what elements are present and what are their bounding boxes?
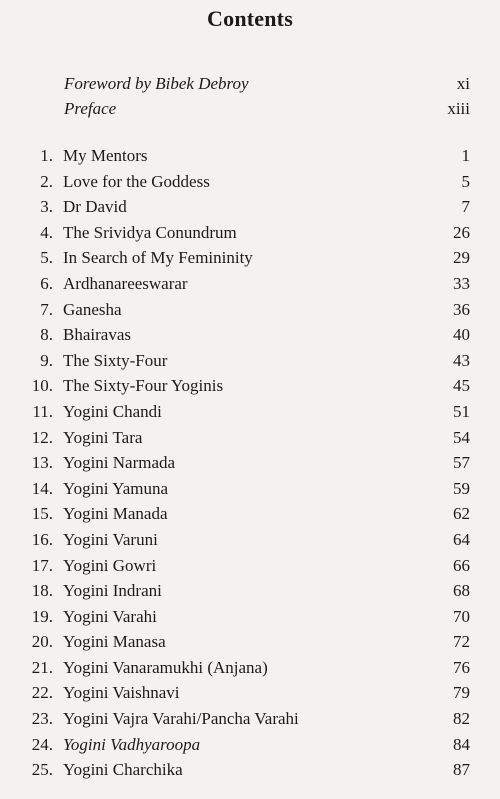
toc-entry-number: 24. xyxy=(31,734,53,754)
toc-entry-number: 8. xyxy=(40,325,53,345)
toc-entry-page: 64 xyxy=(453,529,470,549)
toc-entry-number: 22. xyxy=(31,683,53,703)
toc-entry-title: Yogini Vaishnavi xyxy=(63,683,180,703)
front-matter-page: xiii xyxy=(447,99,470,118)
toc-entry-title: Yogini Tara xyxy=(63,427,143,447)
toc-entry-page: 45 xyxy=(453,376,470,396)
front-matter-label: Foreword by Bibek Debroy xyxy=(64,74,249,93)
toc-entry-number: 25. xyxy=(31,760,53,780)
toc-entry-title: In Search of My Femininity xyxy=(63,248,253,268)
toc-entry-title: Yogini Gowri xyxy=(63,555,157,575)
toc-entry-title: Dr David xyxy=(63,197,127,217)
toc-entry-number: 14. xyxy=(31,478,53,498)
toc-entry-page: 59 xyxy=(453,478,470,498)
toc-entry-title: Yogini Vadhyaroopa xyxy=(63,734,201,754)
toc-entry-title: Love for the Goddess xyxy=(63,171,210,191)
toc-entry-title: Yogini Indrani xyxy=(63,581,162,601)
toc-entry-page: 57 xyxy=(453,453,470,473)
toc-entry-title: The Sixty-Four Yoginis xyxy=(63,376,224,396)
toc-entry-number: 11. xyxy=(32,401,53,421)
toc-entry xyxy=(0,428,500,454)
toc-entry xyxy=(0,530,500,556)
toc-entry-title: Yogini Chandi xyxy=(63,401,162,421)
toc-entry-title: The Srividya Conundrum xyxy=(63,222,237,242)
toc-entry xyxy=(0,351,500,377)
toc-entry xyxy=(0,735,500,761)
toc-entry xyxy=(0,402,500,428)
toc-entry-number: 21. xyxy=(31,657,53,677)
toc-entry-number: 17. xyxy=(31,555,53,575)
toc-entry-page: 68 xyxy=(453,581,470,601)
toc-entry-number: 2. xyxy=(40,171,53,191)
toc-entry-number: 1. xyxy=(40,146,53,165)
toc-entry-title: Yogini Manasa xyxy=(63,632,166,652)
toc-entry xyxy=(0,760,500,786)
toc-entry-page: 33 xyxy=(453,273,470,293)
toc-entry-page: 54 xyxy=(453,427,470,447)
toc-entry-number: 18. xyxy=(31,581,53,601)
front-matter-page: xi xyxy=(456,74,470,93)
toc-entry-title: Bhairavas xyxy=(63,325,131,345)
toc-entry-page: 5 xyxy=(461,171,470,191)
toc-entry-page: 87 xyxy=(453,760,470,780)
toc-entry-page: 72 xyxy=(453,632,470,652)
toc-entry-page: 29 xyxy=(453,248,470,268)
toc-entry-title: Yogini Narmada xyxy=(63,453,176,473)
toc-entry-title: My Mentors xyxy=(63,146,148,165)
front-matter-preface xyxy=(0,99,500,123)
toc-entry-title: Yogini Charchika xyxy=(63,760,183,780)
toc-entry-number: 13. xyxy=(31,453,53,473)
toc-entry-title: Yogini Manada xyxy=(63,504,168,524)
toc-entry-title: The Sixty-Four xyxy=(63,350,168,370)
toc-entry-page: 1 xyxy=(461,146,470,165)
toc-entry xyxy=(0,376,500,402)
toc-entry xyxy=(0,197,500,223)
toc-entry-page: 66 xyxy=(453,555,470,575)
toc-entry-number: 9. xyxy=(40,350,53,370)
toc-entry xyxy=(0,581,500,607)
toc-entry xyxy=(0,556,500,582)
toc-entry xyxy=(0,248,500,274)
toc-entry xyxy=(0,300,500,326)
toc-entry-number: 19. xyxy=(31,606,53,626)
toc-entry-page: 82 xyxy=(453,709,470,729)
toc-entry-page: 7 xyxy=(461,197,470,217)
toc-entry-title: Yogini Varahi xyxy=(63,606,157,626)
toc-entry-number: 6. xyxy=(40,273,53,293)
toc-entry-title: Ardhanareeswarar xyxy=(63,273,188,293)
toc-entry xyxy=(0,274,500,300)
table-of-contents-list xyxy=(0,146,500,786)
toc-entry xyxy=(0,632,500,658)
front-matter-foreword xyxy=(0,74,500,98)
toc-entry-number: 7. xyxy=(40,299,53,319)
toc-entry-page: 51 xyxy=(453,401,470,421)
toc-entry xyxy=(0,504,500,530)
front-matter-label: Preface xyxy=(64,99,117,118)
toc-entry xyxy=(0,172,500,198)
toc-entry-number: 3. xyxy=(40,197,53,217)
toc-entry-number: 23. xyxy=(31,709,53,729)
toc-entry-number: 15. xyxy=(31,504,53,524)
toc-entry-page: 26 xyxy=(453,222,470,242)
toc-entry xyxy=(0,658,500,684)
toc-entry-page: 43 xyxy=(453,350,470,370)
toc-entry-title: Yogini Vanaramukhi (Anjana) xyxy=(63,657,268,677)
toc-entry-page: 76 xyxy=(453,657,470,677)
toc-entry xyxy=(0,146,500,172)
toc-entry-number: 12. xyxy=(31,427,53,447)
toc-entry-page: 70 xyxy=(453,606,470,626)
toc-entry-title: Yogini Yamuna xyxy=(63,478,169,498)
toc-entry xyxy=(0,479,500,505)
toc-entry xyxy=(0,325,500,351)
toc-entry-title: Yogini Vajra Varahi/Pancha Varahi xyxy=(63,709,299,729)
toc-entry xyxy=(0,453,500,479)
toc-entry-number: 5. xyxy=(40,248,53,268)
toc-entry xyxy=(0,683,500,709)
toc-entry xyxy=(0,709,500,735)
toc-entry-title: Yogini Varuni xyxy=(63,529,158,549)
toc-entry-number: 4. xyxy=(40,222,53,242)
toc-entry-page: 40 xyxy=(453,325,470,345)
toc-entry-page: 84 xyxy=(453,734,470,754)
toc-entry-number: 20. xyxy=(31,632,53,652)
toc-entry xyxy=(0,223,500,249)
toc-entry-number: 10. xyxy=(31,376,53,396)
toc-entry xyxy=(0,607,500,633)
toc-entry-title: Ganesha xyxy=(63,299,122,319)
toc-entry-number: 16. xyxy=(31,529,53,549)
toc-entry-page: 62 xyxy=(453,504,470,524)
toc-entry-page: 79 xyxy=(453,683,470,703)
page-title: Contents xyxy=(207,6,293,31)
toc-entry-page: 36 xyxy=(453,299,470,319)
